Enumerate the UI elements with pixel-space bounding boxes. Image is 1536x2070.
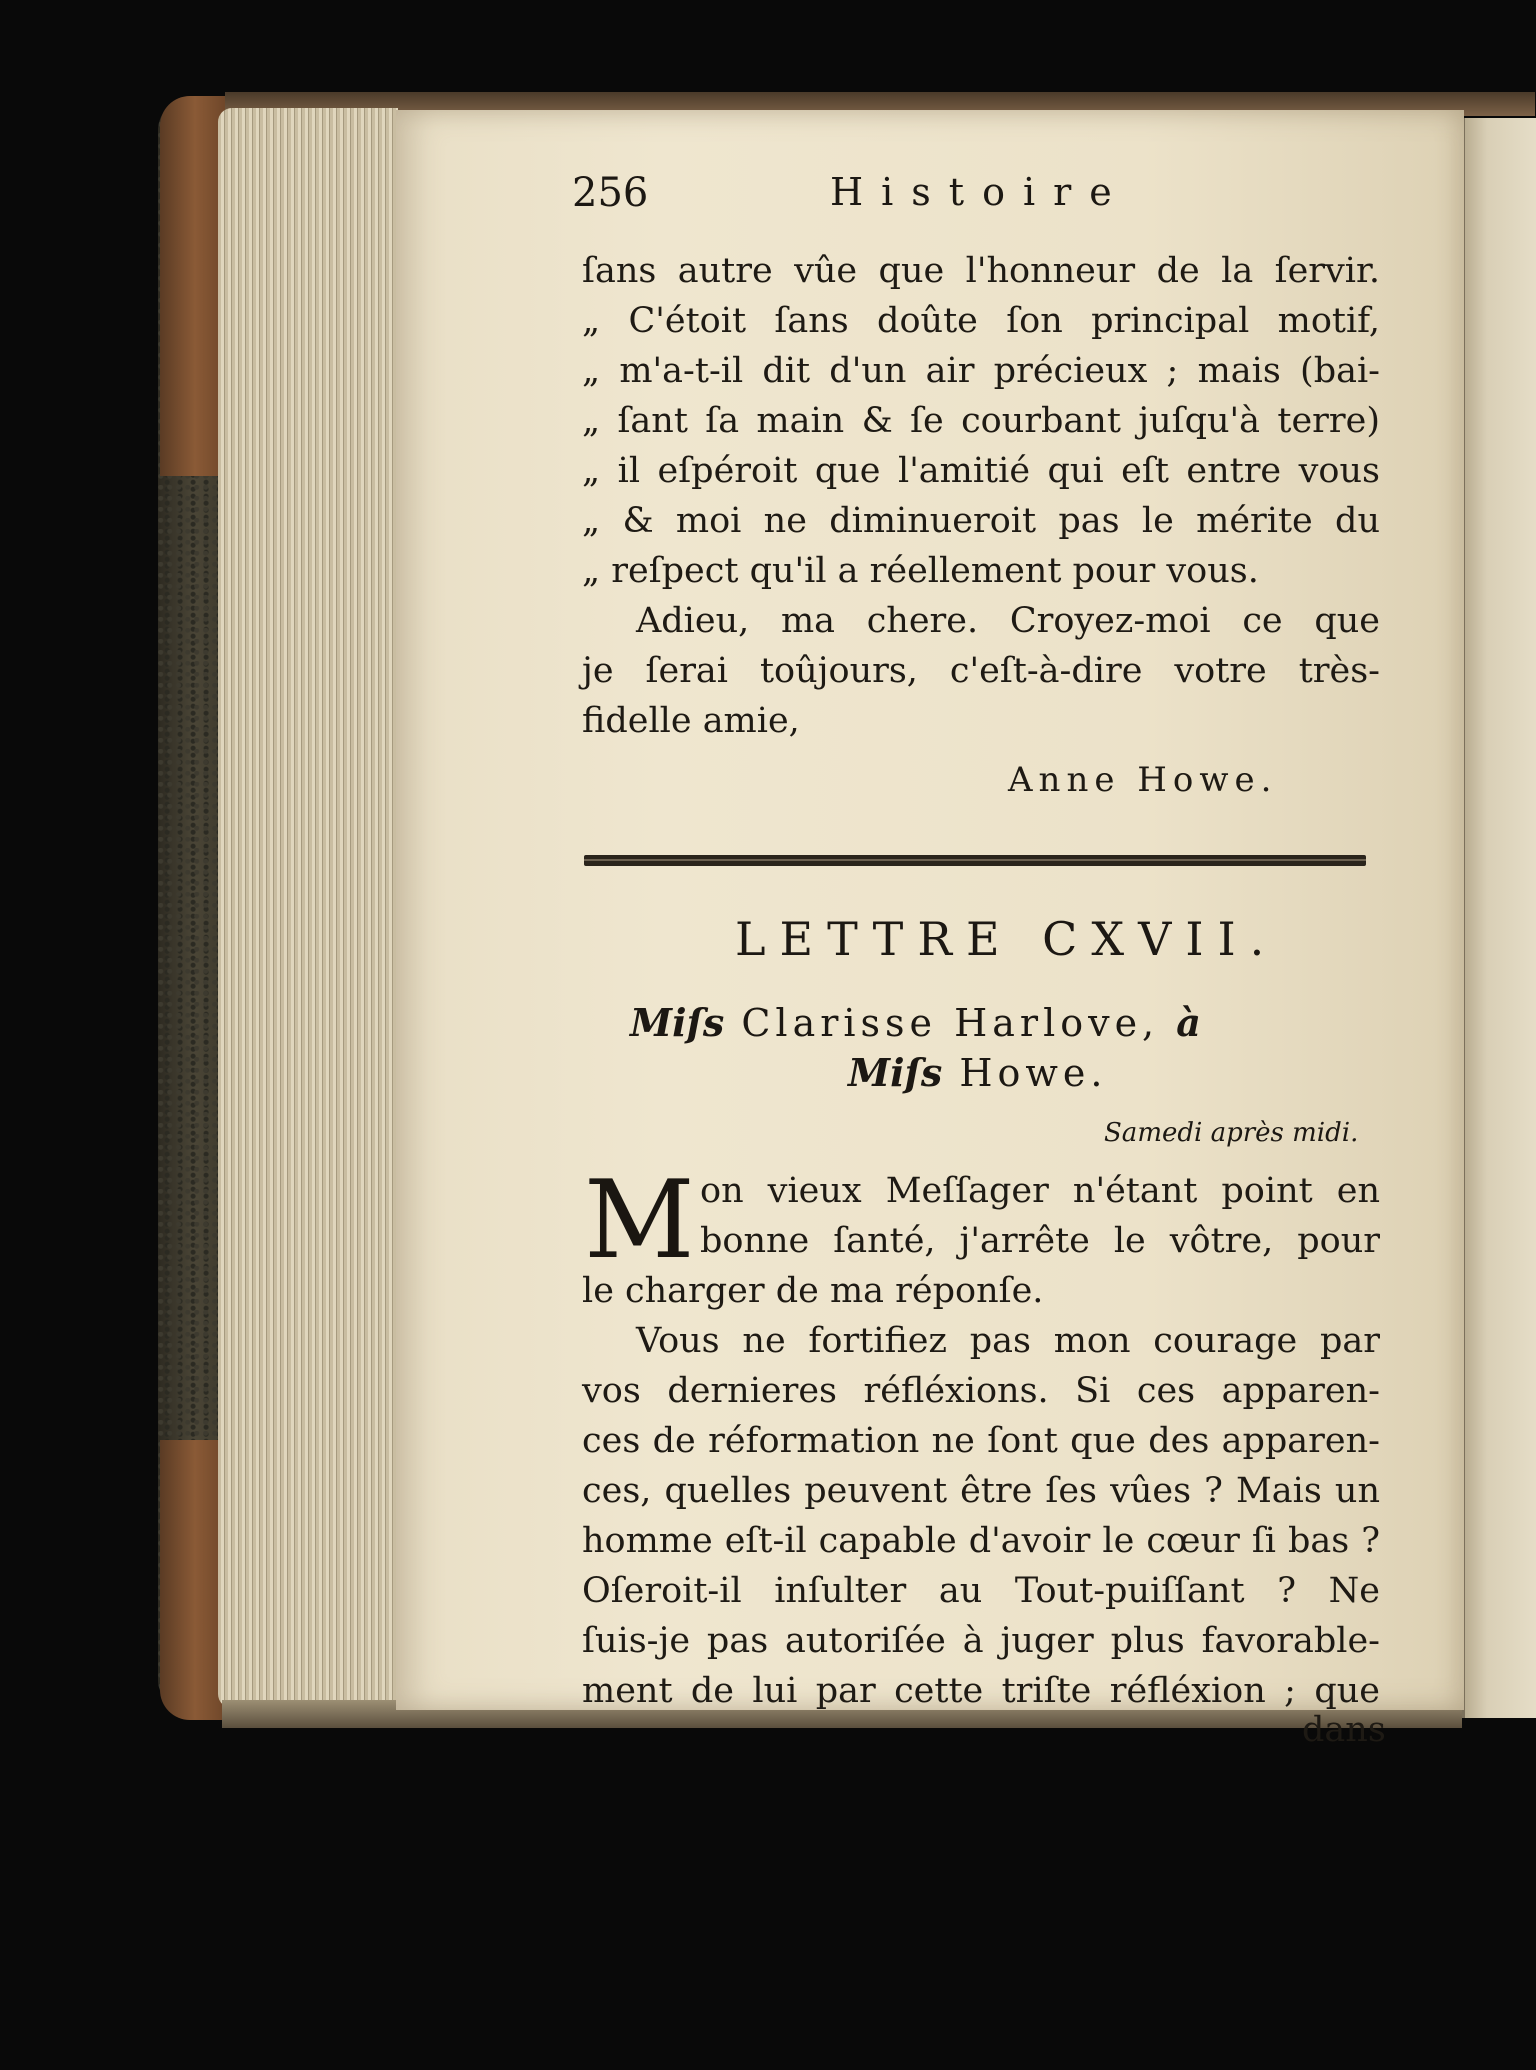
letter-line: vos dernieres réfléxions. Si ces apparen- (582, 1371, 1380, 1411)
letter-line: Oſeroit-il inſulter au Tout-puiſſant ? Ne (582, 1571, 1380, 1611)
letter-line: on vieux Meſſager n'étant point en (700, 1171, 1380, 1211)
text-line: „ ſant ſa main & ſe courbant juſqu'à terre) (582, 401, 1380, 441)
letter-line: ces de réformation ne ſont que des apparen- (582, 1421, 1380, 1461)
text-line: ſans autre vûe que l'honneur de la ſervir. (582, 251, 1380, 291)
text-line: „ C'étoit ſans doûte ſon principal motif, (582, 301, 1380, 341)
address-to-label: à (1176, 1000, 1201, 1045)
letter-line: le charger de ma réponſe. (582, 1271, 1044, 1311)
text-line: Adieu, ma chere. Croyez-moi ce que (636, 601, 1380, 641)
letter-address-line-2 (848, 1050, 1107, 1095)
facing-page-edge (1462, 118, 1536, 1718)
text-line: „ reſpect qu'il a réellement pour vous. (582, 551, 1259, 591)
letter-dateline: Samedi après midi. (1104, 1118, 1359, 1148)
letter-heading: LETTRE CXVII. (735, 912, 1279, 966)
page-number: 256 (572, 170, 649, 216)
recipient-name: Howe. (959, 1051, 1108, 1095)
section-divider-rule (584, 855, 1366, 866)
letter-line: ment de lui par cette triſte réfléxion ; que (582, 1671, 1380, 1711)
drop-cap: M (584, 1158, 695, 1283)
letter-line: bonne ſanté, j'arrête le vôtre, pour (700, 1221, 1380, 1261)
letter-line: homme eſt-il capable d'avoir le cœur ſi bas ? (582, 1521, 1380, 1561)
text-line: „ il eſpéroit que l'amitié qui eſt entre vous (582, 451, 1380, 491)
letter-line: Vous ne fortifiez pas mon courage par (636, 1321, 1380, 1361)
letter-address-line-1 (630, 1000, 1201, 1045)
running-head: Histoire (830, 170, 1130, 214)
address-miss-label: Miſs (630, 1000, 725, 1045)
signature: Anne Howe. (1008, 760, 1278, 800)
sender-name: Clarisse Harlove, (741, 1001, 1160, 1045)
text-line: „ m'a-t-il dit d'un air précieux ; mais (bai- (582, 351, 1380, 391)
text-line: fidelle amie, (582, 701, 800, 741)
text-line: je ſerai toûjours, c'eſt-à-dire votre très- (582, 651, 1380, 691)
address-miss-label: Miſs (848, 1050, 943, 1095)
text-line: „ & moi ne diminueroit pas le mérite du (582, 501, 1380, 541)
catchword: dans (1302, 1710, 1386, 1750)
letter-line: ces, quelles peuvent être ſes vûes ? Mais un (582, 1471, 1380, 1511)
page-edges-stack (218, 108, 398, 1708)
letter-line: ſuis-je pas autoriſée à juger plus favorable- (582, 1621, 1380, 1661)
